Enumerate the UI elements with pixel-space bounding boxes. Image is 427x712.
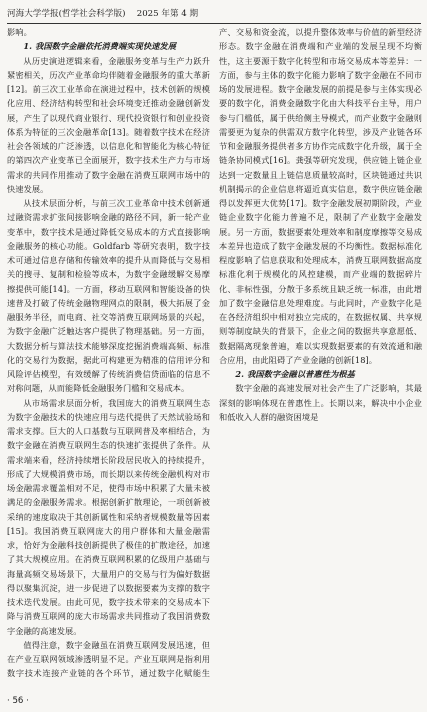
section-heading: 2. 我国数字金融以普惠性为根基 [235,369,355,379]
article-body [7,25,422,687]
paragraph: 从技术层面分析，与前三次工业革命中技术创新通过融资需求扩张间接影响金融的路径不同，新一轮产业变革中，数字技术是通过降低交易成本的方式直接影响金融服务的核心功能。Goldfarb 等研究表明，数字技术可通过信息存储和传输效率的提升从而降低与交易相关的搜寻、复制和检验等成本，为数字金融缓解交易摩擦提供可能[14]。一方面，移动互联网和智能设备的快速普及打破了传统金融物理网点的限制，极大拓展了金融服务半径，而电商、社交等消费互联网场景的兴起，为数字金融广泛触达客户提供了物理基础。另一方面，大数据分析与算法技术能够深度挖掘消费端高频、标准化的交易行为数据，据此可构建更为精准的信用评分和风险评估模型，有效缓解了传统消费信贷面临的信息不对称问题，从而能降低金融服务门槛和交易成本。 [7,198,210,394]
paragraph: 值得注意，数字金融虽在消费互联网发展迅速，但在产业互联网领域渗透明显不足。产业互联网是指利用数字技术连接产业链的各个环节，通过数字化赋能生产、交易和资金流，以提升整体效率与价值的新型经济形态。数字金融在消费端和产业端的发展呈现不均衡性，这主要源于数字化转型和市场交易成本等差异：一方面，参与主体的数字化能力影响了数字金融在不同市场的发展进程。数字金融发展的前提是参与主体实现必要的数字化，消费金融数字化由大科技平台主导，用户参与门槛低，属于供给侧主导模式，而产业数字金融则需要更为复杂的供需双方数字化转型，涉及产业链各环节和金融服务提供者多方协作完成数字化升级，属于全链条协同模式[16]。龚强等研究发现，供应链上链企业达到一定数量且上链信息质量较高时，区块链通过共识机制揭示的企业信息将逼近真实信息，数字供应链金融得以发挥更大优势[17]。数字金融发展初期阶段，产业链企业数字化能力普遍不足，限制了产业数字金融发展。另一方面，数据要素处理效率和制度摩擦等交易成本差异也造成了数字金融发展的不均衡性。数据标准化程度影响了信息获取和处理成本，消费互联网数据高度标准化利于规模化的风控建模，而产业端的数据碎片化、非标性强，分散于多系统且缺乏统一标准，由此增加了数字金融信息处理难度。与此同时，产业数字化是在各经济组织中相对独立完成的，在数据权属、共享规则等制度缺失的背景下，企业之间的数据共享意愿低、数据隔离现象普遍，难以实现数据要素的有效流通和融合应用，由此阻碍了产业金融的创新[18]。 [7,27,422,679]
section-heading: 1. 我国数字金融依托消费端实现快速发展 [23,41,176,52]
running-header: 河海大学学报(哲学社会科学版) 2025 年第 4 期 [7,6,421,24]
paragraph: 影响。 [7,27,32,37]
paragraph: 从市场需求层面分析，我国庞大的消费互联网生态为数字金融技术的快速应用与迭代提供了天然试验场和需求支撑。巨大的人口基数与互联网普及率相结合，为数字金融在消费互联网生态的快速扩张提供了条件。从需求端来看，经济持续增长阶段居民收入的持续提升，形成了大规模消费市场，而长期以来传统金融机构对市场金融需求覆盖相对不足，使得市场中积累了大量未被满足的金融服务需求。根据创新扩散理论，一项创新被采纳的速度取决于其创新属性和采纳者规模数量等因素[15]。我国消费互联网庞大的用户群体和大量金融需求，恰好为金融科技创新提供了极佳的扩散途径，加速了其大规模应用。在消费互联网积累的亿级用户基础与海量高频交易场景下，大量用户的交易与行为偏好数据得以聚集沉淀，进一步促进了以数据要素为支撑的数字技术迭代发展。由此可见，数字技术带来的交易成本下降与消费互联网的庞大市场需求共同推动了我国消费数字金融的高速发展。 [7,397,210,636]
paragraph: 数字金融的高速发展对社会产生了广泛影响，其最深刻的影响体现在普惠性上。长期以来，解决中小企业和低收入人群的融资困境是 [219,383,422,422]
page-number: · 56 · [7,696,29,706]
paragraph: 从历史演进逻辑来看，金融服务变革与生产力跃升紧密相关，历次产业革命均伴随着金融服务的重大革新[12]。前三次工业革命在演进过程中，技术创新的规模化应用、经济结构转型和社会环境变迁推动金融创新发展，产生了以现代商业银行、现代投资银行和创业投资体系为特征的三次金融革命[13]。随着数字技术在经济社会各领域的广泛渗透，以信息化和智能化为核心特征的第四次产业变革已全面展开，数字技术生产力与市场需求的共同作用推动了数字金融在消费互联网市场中的快速发展。 [7,55,210,194]
